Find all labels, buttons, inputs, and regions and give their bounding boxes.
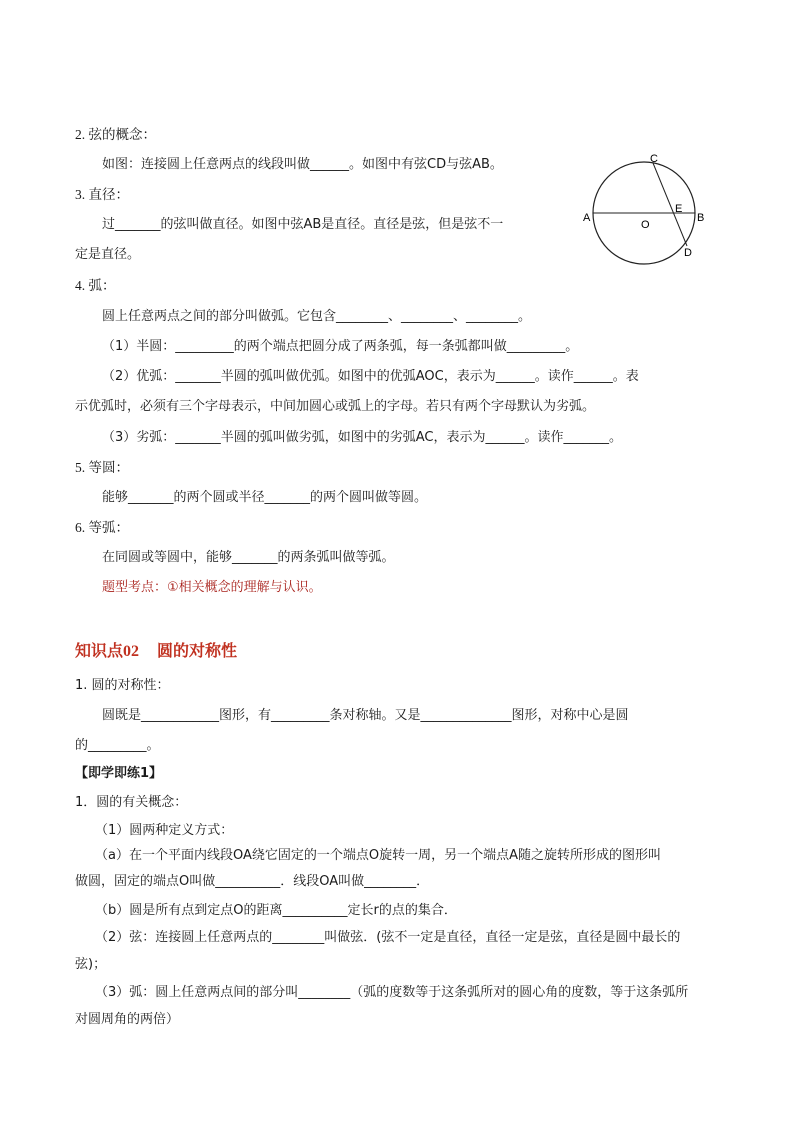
knowledge-point-heading: [75, 642, 237, 662]
practice-heading: 【即学即练1】: [75, 766, 163, 781]
section-2-title: 2. 弦的概念：: [75, 127, 156, 142]
section-4-title: 4. 弧：: [75, 278, 116, 293]
heading-number: 知识点02: [75, 643, 140, 660]
practice-q1-part2: （2）弦：连接圆上任意两点的________叫做弦．(弦不一定是直径，直径一定是弦，直径是圆中最长的: [95, 930, 681, 945]
practice-q1-part1b: （b）圆是所有点到定点O的距离__________定长r的点的集合．: [95, 903, 457, 918]
diameter-definition-cont: 定是直径。: [75, 247, 141, 262]
section-3-title: 3. 直径：: [75, 187, 129, 202]
heading-title: 圆的对称性: [157, 643, 238, 660]
label-e: E: [675, 203, 683, 215]
major-arc-definition: （2）优弧：_______半圆的弧叫做优弧。如图中的优弧AOC，表示为______。读作______。表: [102, 369, 639, 384]
semicircle-definition: （1）半圆：_________的两个端点把圆分成了两条弧，每一条弧都叫做_________。: [102, 339, 579, 354]
section-6-title: 6. 等弧：: [75, 520, 129, 535]
practice-q1-part1: （1）圆两种定义方式：: [95, 823, 234, 838]
question-type-note: 题型考点：①相关概念的理解与认识。: [102, 580, 322, 595]
practice-q1-part3-cont: 对圆周角的两倍）: [75, 1012, 180, 1027]
label-b: B: [697, 212, 705, 224]
symmetry-statement-cont: 的_________。: [75, 738, 160, 753]
minor-arc-definition: （3）劣弧：_______半圆的弧叫做劣弧，如图中的劣弧AC，表示为______。读作_______。: [102, 430, 623, 445]
practice-q1-part3: （3）弧：圆上任意两点间的部分叫________（弧的度数等于这条弧所对的圆心角的度数，等于这条弧所: [95, 985, 689, 1000]
symmetry-title: 1. 圆的对称性：: [75, 678, 170, 693]
practice-q1-part1a-cont: 做圆，固定的端点O叫做__________．线段OA叫做________．: [75, 874, 430, 889]
practice-q1-part2-cont: 弦)；: [75, 957, 107, 972]
chord-definition: 如图：连接圆上任意两点的线段叫做______。如图中有弦CD与弦AB。: [102, 157, 503, 172]
circle-diagram: [578, 152, 718, 267]
practice-q1-part1a: （a）在一个平面内线段OA绕它固定的一个端点O旋转一周，另一个端点A随之旋转所形成的图形叫: [95, 848, 661, 863]
label-o: O: [641, 219, 650, 231]
section-5-title: 5. 等圆：: [75, 460, 129, 475]
major-arc-definition-cont: 示优弧时，必须有三个字母表示，中间加圆心或弧上的字母。若只有两个字母默认为劣弧。: [75, 399, 596, 414]
symmetry-statement: 圆既是____________图形，有_________条对称轴。又是______________图形，对称中心是圆: [102, 708, 629, 723]
diameter-definition: 过_______的弦叫做直径。如图中弦AB是直径。直径是弦，但是弦不一: [102, 217, 504, 232]
label-d: D: [684, 247, 692, 259]
equal-circles-definition: 能够_______的两个圆或半径_______的两个圆叫做等圆。: [102, 490, 428, 505]
label-c: C: [650, 153, 658, 165]
equal-arcs-definition: 在同圆或等圆中，能够_______的两条弧叫做等弧。: [102, 550, 395, 565]
arc-definition: 圆上任意两点之间的部分叫做弧。它包含________、________、________。: [102, 309, 532, 324]
label-a: A: [583, 212, 591, 224]
practice-q1-title: 1．圆的有关概念：: [75, 795, 188, 810]
